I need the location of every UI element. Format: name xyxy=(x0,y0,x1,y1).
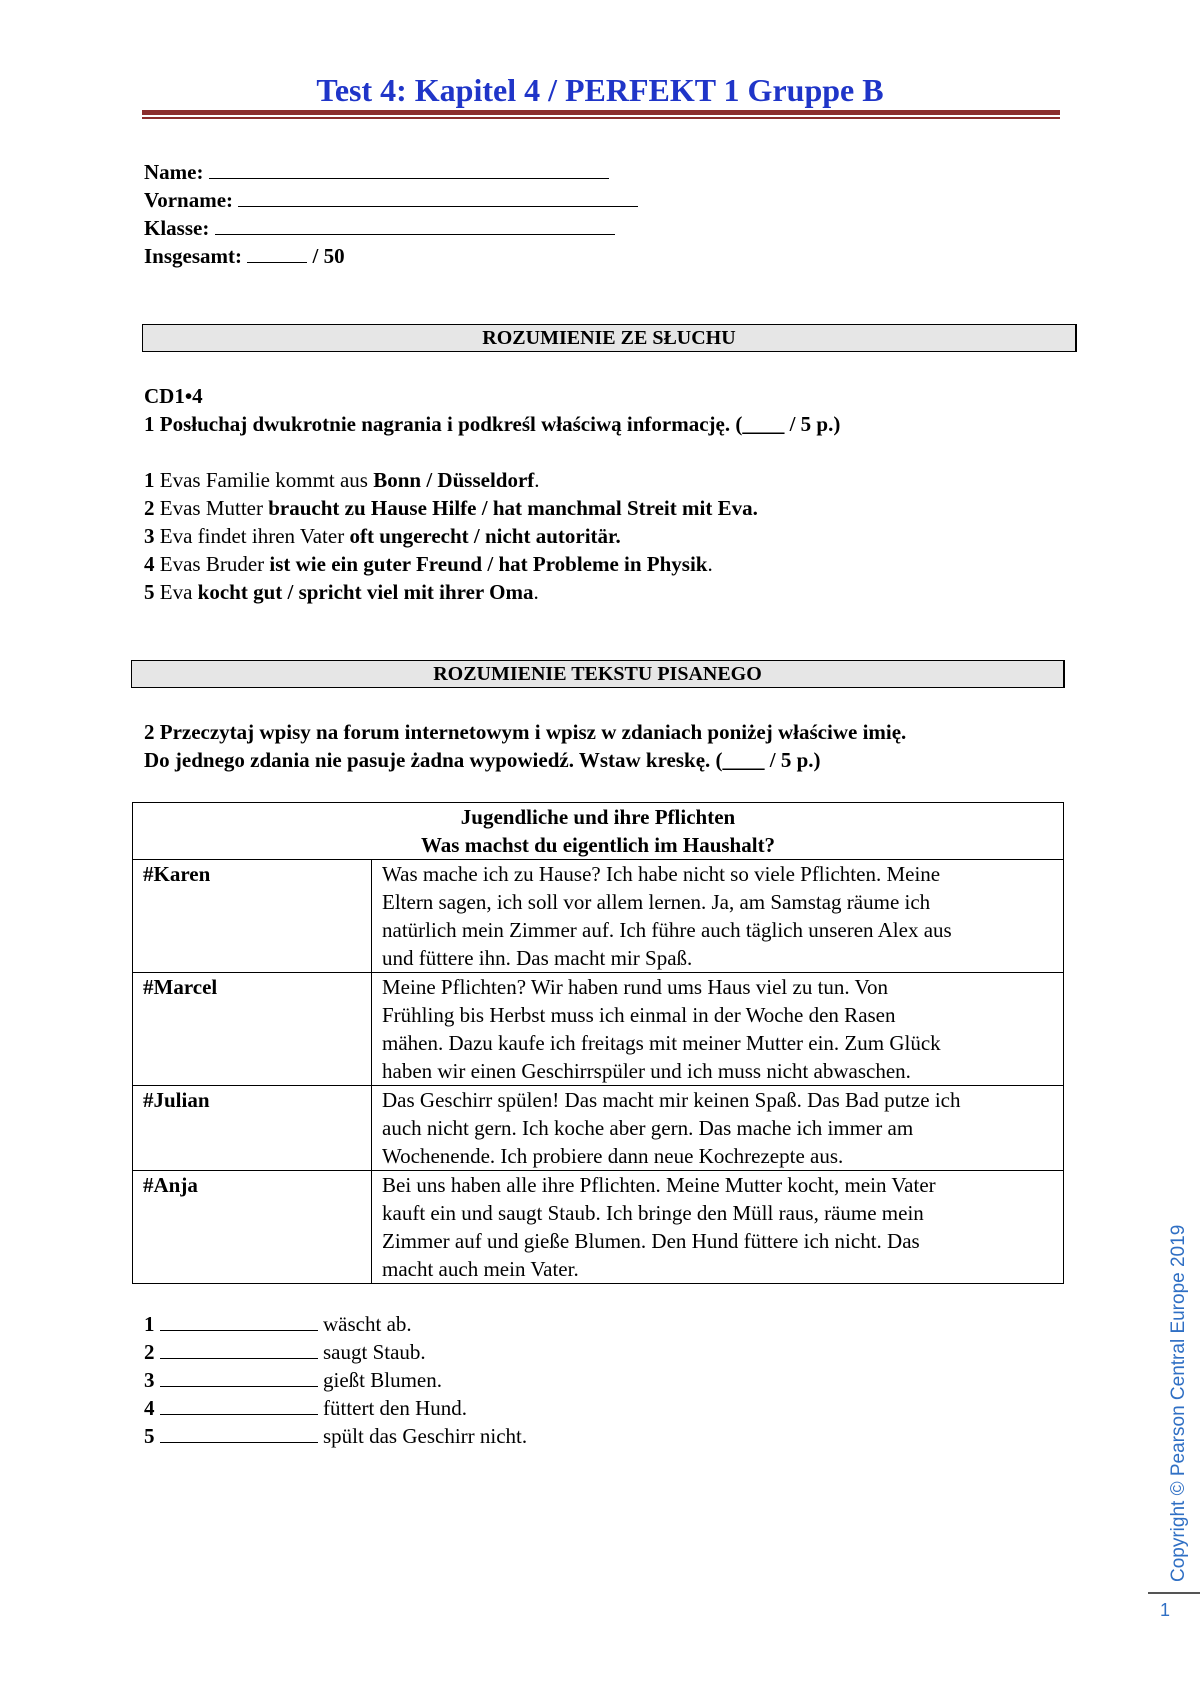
name-label: Name: xyxy=(144,160,204,184)
forum-user-name: #Marcel xyxy=(133,973,372,1086)
page-number: 1 xyxy=(1159,1600,1170,1620)
task1-item: 5 Eva kocht gut / spricht viel mit ihrer Oma. xyxy=(144,580,539,604)
klasse-field-row xyxy=(144,214,615,242)
answer-blank[interactable] xyxy=(160,1338,318,1359)
name-field-row xyxy=(144,158,609,186)
insgesamt-label: Insgesamt: xyxy=(144,244,242,268)
task1-item: 3 Eva findet ihren Vater oft ungerecht / nicht autoritär. xyxy=(144,524,621,548)
task2-sentence: 3 gießt Blumen. xyxy=(144,1368,442,1392)
name-blank[interactable] xyxy=(209,158,609,179)
task2-instruction-line2: Do jednego zdania nie pasuje żadna wypowiedź. Wstaw kreskę. (____ / 5 p.) xyxy=(144,748,821,772)
insgesamt-field-row xyxy=(144,242,345,270)
table-row xyxy=(133,1086,1064,1171)
title-rule-thin xyxy=(142,117,1060,119)
title-rule-thick xyxy=(142,110,1060,115)
vorname-field-row xyxy=(144,186,638,214)
task1-item: 1 Evas Familie kommt aus Bonn / Düsseldorf. xyxy=(144,468,540,492)
forum-user-name: #Karen xyxy=(133,860,372,973)
answer-blank[interactable] xyxy=(160,1394,318,1415)
forum-user-name: #Anja xyxy=(133,1171,372,1284)
copyright-notice: Copyright © Pearson Central Europe 2019 xyxy=(1168,1224,1189,1582)
forum-table xyxy=(132,802,1064,1284)
answer-blank[interactable] xyxy=(160,1310,318,1331)
forum-post: Bei uns haben alle ihre Pflichten. Meine Mutter kocht, mein Vater kauft ein und saugt Staub. Ich bringe den Müll raus, räume mein Zimmer auf und gieße Blumen. Den Hund füttere ich nicht. Das macht auch mein Vater. xyxy=(372,1171,1064,1284)
page-title: Test 4: Kapitel 4 / PERFEKT 1 Gruppe B xyxy=(316,72,884,108)
table-row xyxy=(133,973,1064,1086)
section-header-listening: ROZUMIENIE ZE SŁUCHU xyxy=(142,324,1076,352)
answer-blank[interactable] xyxy=(160,1366,318,1387)
vorname-blank[interactable] xyxy=(238,186,638,207)
task2-sentence: 5 spült das Geschirr nicht. xyxy=(144,1424,528,1448)
vorname-label: Vorname: xyxy=(144,188,234,212)
task1-item: 2 Evas Mutter braucht zu Hause Hilfe / hat manchmal Streit mit Eva. xyxy=(144,496,758,520)
forum-table-header xyxy=(133,803,1064,860)
page-number-divider xyxy=(1148,1592,1200,1594)
task2-sentence: 2 saugt Staub. xyxy=(144,1340,426,1364)
forum-post: Das Geschirr spülen! Das macht mir keinen Spaß. Das Bad putze ich auch nicht gern. Ich koche aber gern. Das mache ich immer am Wochenende. Ich probiere dann neue Kochrezepte aus. xyxy=(372,1086,1064,1171)
forum-post: Was mache ich zu Hause? Ich habe nicht so viele Pflichten. Meine Eltern sagen, ich soll vor allem lernen. Ja, am Samstag räume ich natürlich mein Zimmer auf. Ich führe auch täglich unseren Alex aus und füttere ihn. Das macht mir Spaß. xyxy=(372,860,1064,973)
table-row xyxy=(133,1171,1064,1284)
task1-item: 4 Evas Bruder ist wie ein guter Freund / hat Probleme in Physik. xyxy=(144,552,713,576)
forum-table-title: Jugendliche und ihre Pflichten xyxy=(460,805,736,829)
task2-instruction-line1: 2 Przeczytaj wpisy na forum internetowym i wpisz w zdaniach poniżej właściwe imię. xyxy=(144,720,907,744)
task1-instruction: 1 Posłuchaj dwukrotnie nagrania i podkreśl właściwą informację. (____ / 5 p.) xyxy=(144,412,841,436)
insgesamt-total: / 50 xyxy=(312,244,345,268)
task2-sentence: 4 füttert den Hund. xyxy=(144,1396,468,1420)
answer-blank[interactable] xyxy=(160,1422,318,1443)
table-row xyxy=(133,860,1064,973)
klasse-blank[interactable] xyxy=(215,214,615,235)
section-header-reading: ROZUMIENIE TEKSTU PISANEGO xyxy=(131,660,1064,688)
task2-sentence: 1 wäscht ab. xyxy=(144,1312,412,1336)
forum-user-name: #Julian xyxy=(133,1086,372,1171)
insgesamt-blank[interactable] xyxy=(247,242,307,263)
forum-post: Meine Pflichten? Wir haben rund ums Haus viel zu tun. Von Frühling bis Herbst muss ich einmal in der Woche den Rasen mähen. Dazu kaufe ich freitags mit meiner Mutter ein. Zum Glück haben wir einen Geschirrspüler und ich muss nicht abwaschen. xyxy=(372,973,1064,1086)
forum-table-subtitle: Was machst du eigentlich im Haushalt? xyxy=(420,833,776,857)
cd-track: CD1•4 xyxy=(144,384,203,408)
klasse-label: Klasse: xyxy=(144,216,210,240)
